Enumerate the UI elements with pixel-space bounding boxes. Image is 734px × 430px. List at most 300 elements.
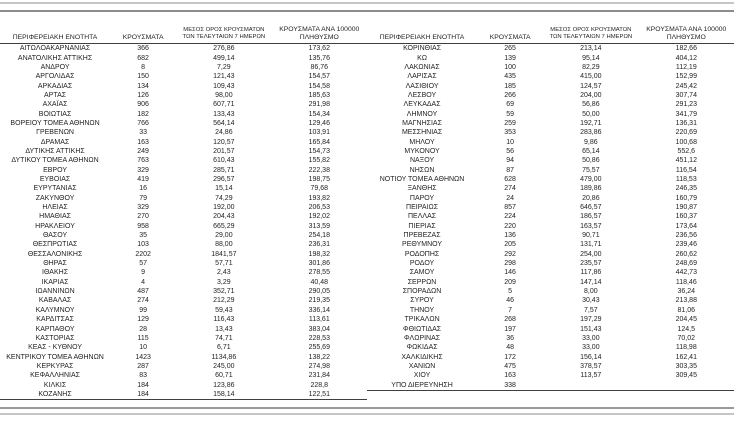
table-cell: 220,69 xyxy=(675,129,697,137)
table-cell: 13,43 xyxy=(215,325,233,333)
table-cell: 301,86 xyxy=(308,260,330,268)
table-cell: ΧΑΝΙΩΝ xyxy=(408,362,436,370)
table-row xyxy=(0,91,367,100)
table-cell: 136,31 xyxy=(675,119,697,127)
table-cell: 103,91 xyxy=(308,129,330,137)
table-cell: 87 xyxy=(506,166,515,174)
table-row xyxy=(367,287,734,296)
regional-cases-table-left xyxy=(0,26,367,400)
bottom-divider-light xyxy=(0,413,734,415)
table-cell: 116,43 xyxy=(213,316,235,324)
table-cell: 435 xyxy=(504,73,516,81)
table-cell: 222,38 xyxy=(308,166,330,174)
header-avg-7day-line1: ΜΕΣΟΣ ΟΡΟΣ ΚΡΟΥΣΜΑΤΩΝ xyxy=(183,27,265,34)
header-avg-7day-line2: ΤΩΝ ΤΕΛΕΥΤΑΙΩΝ 7 ΗΜΕΡΩΝ xyxy=(182,34,266,41)
table-cell: 40,48 xyxy=(310,278,329,286)
table-row xyxy=(0,203,367,212)
table-cell: 29,00 xyxy=(215,232,233,240)
header-avg-7day xyxy=(176,26,271,44)
bottom-divider-dark xyxy=(0,407,734,409)
table-row xyxy=(367,166,734,175)
table-cell: 118,46 xyxy=(675,278,697,286)
header-avg-7day-line1: ΜΕΣΟΣ ΟΡΟΣ ΚΡΟΥΣΜΑΤΩΝ xyxy=(550,27,632,34)
table-cell: ΤΡΙΚΑΛΩΝ xyxy=(404,316,440,324)
table-cell: ΛΗΜΝΟΥ xyxy=(406,110,438,118)
table-cell: 30,43 xyxy=(582,297,600,305)
table-row xyxy=(367,362,734,371)
table-cell: 50,86 xyxy=(582,157,600,165)
table-cell: 192,71 xyxy=(580,119,602,127)
table-cell: 33,00 xyxy=(582,334,600,342)
table-cell: 9,86 xyxy=(584,138,598,146)
header-per-100k-line1: ΚΡΟΥΣΜΑΤΑ ΑΝΑ 100000 xyxy=(646,26,727,33)
table-cell: 189,86 xyxy=(580,185,602,193)
table-cell: 265 xyxy=(504,45,516,53)
table-cell: 60,71 xyxy=(215,372,233,380)
table-row xyxy=(367,91,734,100)
table-cell: 255,69 xyxy=(308,344,330,352)
table-cell: 173,64 xyxy=(675,222,697,230)
table-cell: 475 xyxy=(504,362,516,370)
table-cell: 94 xyxy=(506,157,515,165)
table-cell: 109,43 xyxy=(213,82,235,90)
table-row xyxy=(0,138,367,147)
table-cell: ΚΑΡΔΙΤΣΑΣ xyxy=(36,316,74,324)
table-cell: 163,57 xyxy=(580,222,602,230)
table-cell: ΝΟΤΙΟΥ ΤΟΜΕΑ ΑΘΗΝΩΝ xyxy=(379,176,465,183)
table-cell: 24,86 xyxy=(215,129,233,137)
table-cell: 112,19 xyxy=(675,63,697,71)
table-cell: 35 xyxy=(139,232,148,240)
table-row xyxy=(0,240,367,249)
table-cell: ΦΩΚΙΔΑΣ xyxy=(406,344,438,352)
table-cell: 283,86 xyxy=(580,129,602,137)
table-cell: 8 xyxy=(141,63,146,71)
table-cell: 33,00 xyxy=(582,344,600,352)
table-row xyxy=(0,100,367,109)
table-cell: 118,53 xyxy=(675,176,697,183)
regional-tables xyxy=(0,26,734,400)
table-cell: ΜΑΓΝΗΣΙΑΣ xyxy=(402,119,442,127)
table-cell: ΚΕΑΣ - ΚΥΘΝΟΥ xyxy=(28,344,82,352)
table-cell: ΜΗΛΟΥ xyxy=(409,138,435,146)
table-row xyxy=(367,119,734,128)
table-cell: 1841,57 xyxy=(211,250,237,258)
table-row xyxy=(0,166,367,175)
table-cell: 75,57 xyxy=(582,166,600,174)
table-cell: 268 xyxy=(504,316,516,324)
table-cell: 285,71 xyxy=(213,166,235,174)
table-cell: ΔΡΑΜΑΣ xyxy=(40,138,70,146)
table-cell: 113,57 xyxy=(580,372,602,380)
table-cell: 160,79 xyxy=(675,194,697,202)
table-cell: 231,84 xyxy=(308,372,330,380)
table-cell: ΙΚΑΡΙΑΣ xyxy=(41,278,69,286)
table-row xyxy=(0,268,367,277)
table-cell: 451,12 xyxy=(675,157,697,165)
table-cell: 2,43 xyxy=(217,269,231,277)
table-row xyxy=(367,63,734,72)
table-cell: 98,00 xyxy=(215,91,233,99)
table-cell: 79 xyxy=(139,194,148,202)
table-cell: ΙΩΑΝΝΙΝΩΝ xyxy=(35,288,75,296)
table-row xyxy=(367,184,734,193)
table-cell: 906 xyxy=(137,101,149,109)
top-divider-light xyxy=(0,2,734,4)
table-cell: 118,98 xyxy=(675,344,697,352)
table-cell: 115 xyxy=(137,334,149,342)
table-cell: 147,14 xyxy=(580,278,602,286)
table-cell: 329 xyxy=(137,166,149,174)
table-cell: 134 xyxy=(137,82,149,90)
table-row xyxy=(0,119,367,128)
table-cell: 4 xyxy=(141,278,146,286)
table-row xyxy=(367,156,734,165)
table-row xyxy=(367,278,734,287)
table-row xyxy=(367,353,734,362)
table-cell: 197,29 xyxy=(580,316,602,324)
table-cell: ΤΗΝΟΥ xyxy=(409,306,435,314)
table-cell: 260,62 xyxy=(675,250,697,258)
table-cell: ΧΑΛΚΙΔΙΚΗΣ xyxy=(401,353,443,361)
table-cell: 206,53 xyxy=(308,204,330,212)
table-cell: ΗΡΑΚΛΕΙΟΥ xyxy=(35,222,75,230)
table-row xyxy=(0,343,367,352)
table-cell: 307,74 xyxy=(675,91,697,99)
table-cell: 313,59 xyxy=(308,222,330,230)
table-cell: 116,54 xyxy=(675,166,697,174)
table-cell: 235,57 xyxy=(580,260,602,268)
table-row xyxy=(0,231,367,240)
table-cell: 57 xyxy=(139,260,148,268)
table-cell: ΠΕΙΡΑΙΩΣ xyxy=(406,204,439,212)
table-row xyxy=(0,44,367,54)
table-cell: 276,86 xyxy=(213,45,235,53)
header-per-100k xyxy=(272,26,367,44)
table-cell: 564,14 xyxy=(213,119,235,127)
table-cell: 6,71 xyxy=(217,344,231,352)
table-cell: 204,00 xyxy=(580,91,602,99)
table-cell: ΠΕΛΛΑΣ xyxy=(408,213,437,221)
table-cell: 198,75 xyxy=(308,176,330,183)
table-row xyxy=(0,390,367,400)
table-cell: 763 xyxy=(137,157,149,165)
table-cell: ΓΡΕΒΕΝΩΝ xyxy=(36,129,74,137)
table-cell: ΚΑΡΠΑΘΟΥ xyxy=(35,325,75,333)
table-cell: 154,34 xyxy=(308,110,330,118)
table-cell: ΚΕΦΑΛΛΗΝΙΑΣ xyxy=(30,372,80,380)
header-region: ΠΕΡΙΦΕΡΕΙΑΚΗ ΕΝΟΤΗΤΑ xyxy=(379,33,465,41)
table-row xyxy=(0,306,367,315)
table-cell: 274 xyxy=(137,297,149,305)
table-cell: ΘΑΣΟΥ xyxy=(42,232,68,240)
table-cell: 366 xyxy=(137,45,149,53)
table-row xyxy=(367,72,734,81)
table-cell: ΗΜΑΘΙΑΣ xyxy=(39,213,71,221)
table-cell: 135,76 xyxy=(308,54,330,62)
table-cell: 86,76 xyxy=(310,63,329,71)
table-cell: 36 xyxy=(506,334,515,342)
table-cell: 139 xyxy=(504,54,516,62)
table-cell: 290,05 xyxy=(308,288,330,296)
table-cell: 190,87 xyxy=(675,204,697,212)
table-cell: 154,58 xyxy=(308,82,330,90)
table-cell: 36,24 xyxy=(677,288,696,296)
table-cell: 15,14 xyxy=(215,185,233,193)
table-cell: 10 xyxy=(506,138,515,146)
table-row xyxy=(0,381,367,390)
table-cell: ΔΥΤΙΚΗΣ ΑΤΤΙΚΗΣ xyxy=(25,147,85,155)
table-cell: ΚΑΣΤΟΡΙΑΣ xyxy=(35,334,75,342)
table-cell: ΕΥΒΟΙΑΣ xyxy=(39,176,71,183)
table-cell: 236,31 xyxy=(308,241,330,249)
table-cell: 193,82 xyxy=(308,194,330,202)
table-cell: ΛΑΡΙΣΑΣ xyxy=(407,73,437,81)
table-cell: ΕΥΡΥΤΑΝΙΑΣ xyxy=(33,185,77,193)
table-row xyxy=(0,222,367,231)
table-row xyxy=(0,82,367,91)
table-cell: 259 xyxy=(504,119,516,127)
table-cell: 57,71 xyxy=(215,260,233,268)
table-cell: 197 xyxy=(504,325,516,333)
table-row xyxy=(367,147,734,156)
table-cell: 198,32 xyxy=(308,250,330,258)
table-cell: 154,73 xyxy=(308,147,330,155)
table-cell: 33 xyxy=(139,129,148,137)
table-cell: 50,00 xyxy=(582,110,600,118)
table-row xyxy=(0,156,367,165)
table-cell: 123,86 xyxy=(213,381,235,389)
table-cell: 665,29 xyxy=(213,222,235,230)
table-cell: 162,41 xyxy=(675,353,697,361)
table-cell: 419 xyxy=(137,176,149,183)
table-cell: ΑΝΔΡΟΥ xyxy=(40,63,70,71)
table-row xyxy=(367,259,734,268)
table-cell: ΡΟΔΟΥ xyxy=(409,260,435,268)
table-cell: 352,71 xyxy=(213,288,235,296)
table-row xyxy=(0,296,367,305)
table-cell: 129 xyxy=(137,316,149,324)
table-cell: 124,57 xyxy=(580,82,602,90)
table-row xyxy=(0,194,367,203)
table-cell: 404,12 xyxy=(675,54,697,62)
table-cell: ΣΑΜΟΥ xyxy=(409,269,435,277)
table-cell: 99 xyxy=(139,306,148,314)
regional-cases-table-right xyxy=(367,26,734,391)
table-header-row xyxy=(0,26,367,44)
table-cell: 296,57 xyxy=(213,176,235,183)
header-avg-7day-line2: ΤΩΝ ΤΕΛΕΥΤΑΙΩΝ 7 ΗΜΕΡΩΝ xyxy=(549,34,633,41)
table-cell: ΝΗΣΩΝ xyxy=(409,166,435,174)
table-cell: 607,71 xyxy=(213,101,235,109)
table-cell: 65,14 xyxy=(582,147,600,155)
table-cell: 274,98 xyxy=(308,362,330,370)
header-avg-7day xyxy=(543,26,638,44)
table-cell: 341,79 xyxy=(675,110,697,118)
table-row xyxy=(367,100,734,109)
table-cell: ΑΙΤΩΛΟΑΚΑΡΝΑΝΙΑΣ xyxy=(19,45,91,53)
table-cell: 309,45 xyxy=(675,372,697,380)
table-cell: 163 xyxy=(137,138,149,146)
table-cell: 266 xyxy=(504,91,516,99)
table-cell: 415,00 xyxy=(580,73,602,81)
table-row xyxy=(367,203,734,212)
table-cell: 74,71 xyxy=(215,334,233,342)
table-cell: ΣΕΡΡΩΝ xyxy=(407,278,437,286)
table-cell: 90,71 xyxy=(582,232,600,240)
table-cell xyxy=(639,381,734,391)
table-row xyxy=(367,250,734,259)
header-cases: ΚΡΟΥΣΜΑΤΑ xyxy=(489,33,531,41)
table-row xyxy=(367,231,734,240)
table-cell: ΔΥΤΙΚΟΥ ΤΟΜΕΑ ΑΘΗΝΩΝ xyxy=(11,157,99,165)
table-cell: 185,63 xyxy=(308,91,330,99)
table-cell: 121,43 xyxy=(213,73,235,81)
table-cell: ΗΛΕΙΑΣ xyxy=(42,204,68,212)
table-cell: ΛΕΥΚΑΔΑΣ xyxy=(403,101,441,109)
table-cell: 499,14 xyxy=(213,54,235,62)
table-row xyxy=(0,184,367,193)
table-cell: 82,29 xyxy=(582,63,600,71)
table-cell: 182 xyxy=(137,110,149,118)
table-cell: 158,14 xyxy=(213,390,235,398)
table-cell: 245,42 xyxy=(675,82,697,90)
table-cell: 138,22 xyxy=(308,353,330,361)
table-cell: 100 xyxy=(504,63,516,71)
table-row xyxy=(367,44,734,54)
table-row xyxy=(0,353,367,362)
table-row xyxy=(367,222,734,231)
table-row xyxy=(367,82,734,91)
table-cell: 205 xyxy=(504,241,516,249)
table-cell: 48 xyxy=(506,344,515,352)
table-cell: 383,04 xyxy=(308,325,330,333)
table-row xyxy=(0,212,367,221)
table-cell: 28 xyxy=(139,325,148,333)
table-cell: 156,14 xyxy=(580,353,602,361)
table-cell: 7,29 xyxy=(217,63,231,71)
table-cell: 151,43 xyxy=(580,325,602,333)
table-row xyxy=(367,110,734,119)
table-cell: ΥΠΟ ΔΙΕΡΕΥΝΗΣΗ xyxy=(391,381,453,389)
table-cell: 378,57 xyxy=(580,362,602,370)
table-cell: 291,23 xyxy=(675,101,697,109)
table-cell: 56 xyxy=(506,147,515,155)
header-cases: ΚΡΟΥΣΜΑΤΑ xyxy=(122,33,164,41)
table-cell: ΣΥΡΟΥ xyxy=(410,297,434,305)
table-cell: 103 xyxy=(137,241,149,249)
table-cell: 184 xyxy=(137,390,149,398)
table-cell: 228,53 xyxy=(308,334,330,342)
table-row xyxy=(0,54,367,63)
table-cell: 20,86 xyxy=(582,194,600,202)
table-cell: 270 xyxy=(137,213,149,221)
table-cell: 2202 xyxy=(135,250,151,258)
table-row xyxy=(0,325,367,334)
table-cell xyxy=(543,381,638,391)
table-cell: 10 xyxy=(139,344,148,352)
table-cell: 186,57 xyxy=(580,213,602,221)
table-cell: ΚΑΒΑΛΑΣ xyxy=(38,297,72,305)
table-cell: 329 xyxy=(137,204,149,212)
table-cell: 16 xyxy=(139,185,148,193)
table-row xyxy=(367,296,734,305)
table-cell: 69 xyxy=(506,101,515,109)
table-cell: ΧΙΟΥ xyxy=(413,372,431,380)
table-cell: ΡΟΔΟΠΗΣ xyxy=(404,250,440,258)
table-cell: ΦΘΙΩΤΙΔΑΣ xyxy=(402,325,442,333)
table-cell: ΖΑΚΥΝΘΟΥ xyxy=(35,194,75,202)
table-cell: 113,61 xyxy=(308,316,330,324)
header-per-100k-line2: ΠΛΗΘΥΣΜΟ xyxy=(666,33,706,41)
table-cell: ΕΒΡΟΥ xyxy=(43,166,67,174)
table-cell: 59 xyxy=(506,110,515,118)
table-cell: 9 xyxy=(141,269,146,277)
table-cell: ΒΟΙΩΤΙΑΣ xyxy=(38,110,72,118)
table-cell: 204,45 xyxy=(675,316,697,324)
table-cell: 152,99 xyxy=(675,73,697,81)
table-cell: 254,00 xyxy=(580,250,602,258)
table-row xyxy=(367,306,734,315)
table-cell: 212,29 xyxy=(213,297,235,305)
table-cell: 46 xyxy=(506,297,515,305)
table-row xyxy=(367,381,734,391)
table-cell: 24 xyxy=(506,194,515,202)
table-cell: 336,14 xyxy=(308,306,330,314)
table-cell: 220 xyxy=(504,222,516,230)
header-per-100k-line1: ΚΡΟΥΣΜΑΤΑ ΑΝΑ 100000 xyxy=(279,26,360,33)
table-cell: 120,57 xyxy=(213,138,235,146)
table-row xyxy=(0,175,367,184)
table-cell: 228,8 xyxy=(310,381,329,389)
table-cell: 292 xyxy=(504,250,516,258)
table-cell: 100,68 xyxy=(675,138,697,146)
header-per-100k xyxy=(639,26,734,44)
table-row xyxy=(0,315,367,324)
table-cell: 646,57 xyxy=(580,204,602,212)
table-cell: ΜΥΚΟΝΟΥ xyxy=(404,147,440,155)
table-cell: ΒΟΡΕΙΟΥ ΤΟΜΕΑ ΑΘΗΝΩΝ xyxy=(10,119,100,127)
table-cell: ΦΛΩΡΙΝΑΣ xyxy=(403,334,441,342)
table-cell: ΑΝΑΤΟΛΙΚΗΣ ΑΤΤΙΚΗΣ xyxy=(17,54,93,62)
table-cell: ΘΕΣΠΡΩΤΙΑΣ xyxy=(32,241,78,249)
table-row xyxy=(367,128,734,137)
table-cell: 7,57 xyxy=(584,306,598,314)
table-cell: ΚΟΡΙΝΘΙΑΣ xyxy=(403,45,442,53)
table-cell: 958 xyxy=(137,222,149,230)
table-cell: 122,51 xyxy=(308,390,330,398)
table-row xyxy=(367,54,734,63)
table-cell: 8,00 xyxy=(584,288,598,296)
table-body-right xyxy=(367,44,734,391)
table-cell: 83 xyxy=(139,372,148,380)
table-cell: 682 xyxy=(137,54,149,62)
table-cell: 160,37 xyxy=(675,213,697,221)
table-cell: 117,86 xyxy=(580,269,602,277)
table-cell: 552,6 xyxy=(677,147,696,155)
table-cell: 154,57 xyxy=(308,73,330,81)
table-cell: ΚΙΛΚΙΣ xyxy=(43,381,67,389)
table-row xyxy=(367,212,734,221)
table-cell: 185 xyxy=(504,82,516,90)
table-row xyxy=(0,63,367,72)
table-cell: 192,02 xyxy=(308,213,330,221)
table-cell: 213,88 xyxy=(675,297,697,305)
table-cell: 487 xyxy=(137,288,149,296)
table-row xyxy=(367,175,734,184)
table-cell: 124,5 xyxy=(677,325,696,333)
table-cell: ΘΗΡΑΣ xyxy=(43,260,67,268)
